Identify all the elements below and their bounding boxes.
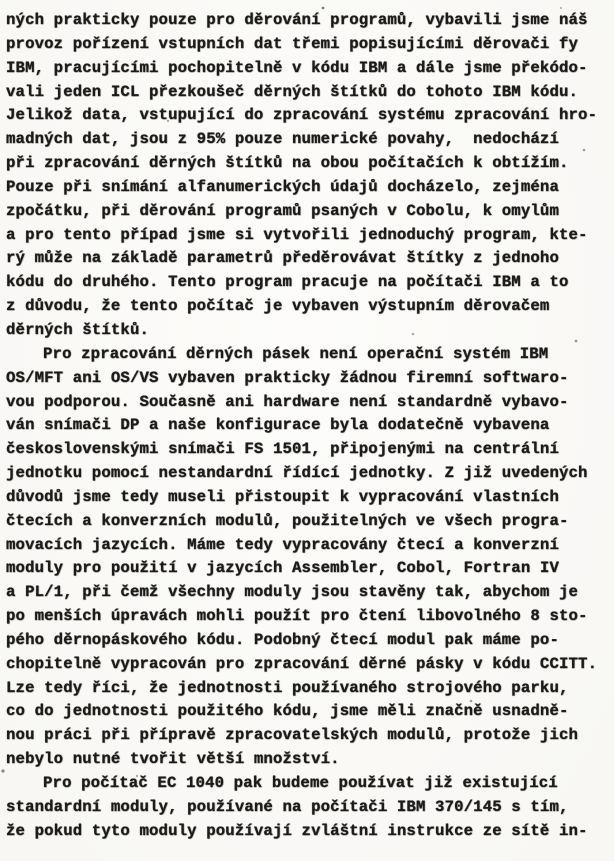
scan-speck-dots: [0, 0, 2, 2]
text-line: nebylo nutné tvořit větší množství.: [6, 750, 340, 769]
text-line: Jelikož data, vstupující do zpracování systému zpracování hro-: [6, 106, 598, 125]
text-line: důvodů jsme tedy museli přistoupit k vypracování vlastních: [6, 487, 559, 506]
text-line: chopitelně vypracován pro zpracování děrné pásky v kódu CCITT.: [6, 654, 598, 673]
text-line: ván snímači DP a naše konfigurace byla dodatečně vybavena: [6, 416, 550, 435]
text-line: děrných štítků.: [6, 320, 150, 339]
text-line: zpočátku, při děrování programů psaných v Cobolu, k omylům: [6, 201, 559, 220]
text-line: co do jednotnosti použitého kódu, jsme měli značně usnadně-: [6, 702, 569, 721]
text-line: Pouze při snímání alfanumerických údajů docházelo, zejména: [6, 177, 559, 196]
text-line: Lze tedy říci, že jednotnosti používaného strojového parku,: [6, 678, 569, 697]
text-line: vou podporou. Současně ani hardware není standardně vybavo-: [6, 392, 569, 411]
text-line: vali jeden ICL přezkoušeč děrných štítků do tohoto IBM kódu.: [6, 82, 579, 101]
text-line: madných dat, jsou z 95% pouze numerické povahy, nedochází: [6, 130, 559, 149]
text-line: movacích jazycích. Máme tedy vypracovány čtecí a konverzní: [6, 535, 559, 554]
text-line: z důvodu, že tento počítač je vybaven výstupním děrovačem: [6, 297, 550, 316]
text-line: čtecích a konverzních modulů, použitelných ve všech progra-: [6, 511, 569, 530]
text-line: pého děrnopáskového kódu. Podobný čtecí modul pak máme po-: [6, 630, 559, 649]
text-line: OS/MFT ani OS/VS vybaven prakticky žádnou firemní softwaro-: [6, 368, 569, 387]
text-line: moduly pro použití v jazycích Assembler, Cobol, Fortran IV: [6, 559, 559, 578]
text-line: IBM, pracujícími pochopitelně v kódu IBM a dále jsme překódo-: [6, 58, 588, 77]
text-line: kódu do druhého. Tento program pracuje na počítači IBM a to: [6, 273, 569, 292]
text-line: a PL/1, při čemž všechny moduly jsou stavěny tak, abychom je: [6, 583, 579, 602]
text-line: a pro tento případ jsme si vytvořili jednoduchý program, kte-: [6, 225, 588, 244]
text-line: nou práci při přípravě zpracovatelských modulů, protože jich: [6, 726, 579, 745]
text-line: ných prakticky pouze pro děrování programů, vybavili jsme náš: [6, 11, 588, 29]
text-line: při zpracování děrných štítků na obou počítačích k obtížím.: [6, 154, 569, 173]
text-line: jednotku pomocí nestandardní řídící jednotky. Z již uvedených: [6, 464, 588, 483]
text-line: Pro zpracování děrných pásek není operační systém IBM: [43, 344, 549, 363]
text-line: provoz pořízení vstupních dat třemi popisujícími děrovači fy: [6, 34, 579, 53]
text-line: československými snímači FS 1501, připojenými na centrální: [6, 440, 559, 459]
text-line: rý může na základě parametrů předěrovávat štítky z jednoho: [6, 249, 559, 268]
text-line: standardní moduly, používané na počítači IBM 370/145 s tím,: [6, 797, 569, 816]
text-line: že pokud tyto moduly používají zvláštní instrukce ze sítě in-: [6, 821, 588, 840]
text-line: po menších úpravách mohli použít pro čtení libovolného 8 sto-: [6, 607, 588, 626]
text-line: Pro počítač EC 1040 pak budeme používat již existující: [43, 774, 558, 792]
